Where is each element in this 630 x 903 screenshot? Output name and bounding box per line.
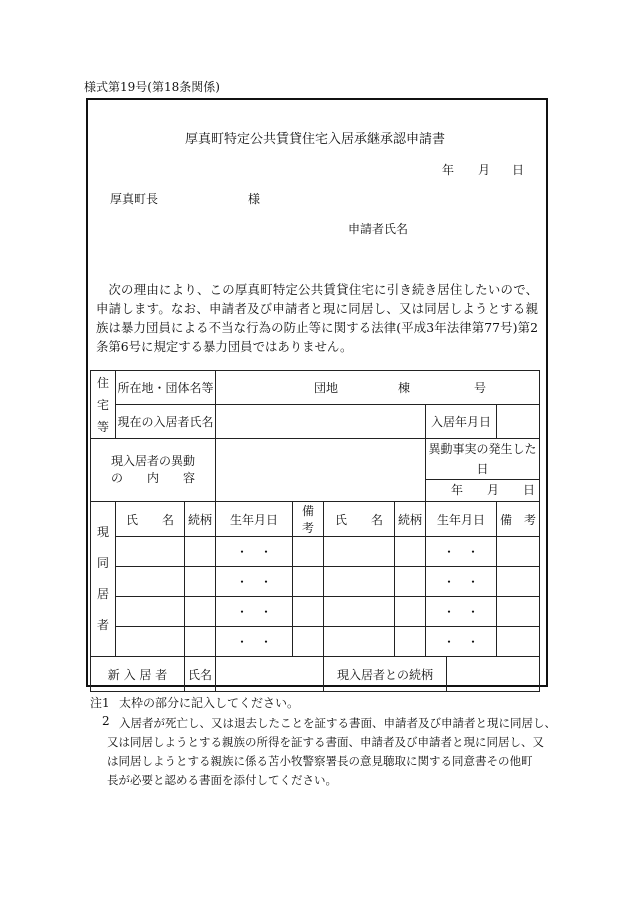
birth-field[interactable]: ・ ・ xyxy=(426,537,497,567)
go-label: 号 xyxy=(474,381,487,395)
mune-label: 棟 xyxy=(398,381,411,395)
household-row xyxy=(91,627,540,657)
honorific: 様 xyxy=(248,192,261,206)
document-title: 厚真町特定公共賃貸住宅入居承継承認申請書 xyxy=(184,132,445,147)
household-row xyxy=(91,537,540,567)
remarks-field[interactable] xyxy=(293,627,324,657)
change-date-cell xyxy=(426,439,540,502)
change-details-label: 現入居者の異動 の 内 容 xyxy=(91,439,216,502)
col-name-right: 氏 名 xyxy=(324,502,395,537)
name-field[interactable] xyxy=(116,537,185,567)
declaration-text: 次の理由により、この厚真町特定公共賃貸住宅に引き続き居住したいので、申請します。なお、申請者及び申請者と現に同居し、又は同居しようとする親族は暴力団員による不当な行為の防止等に関する法律(平成3年法律第77号)第2条第6号に規定する暴力団員ではありません。 xyxy=(96,282,538,354)
note-1-text: 太枠の部分に記入してください。 xyxy=(119,696,300,710)
addressee: 厚真町長 xyxy=(110,192,159,206)
date-month-label: 月 xyxy=(478,163,491,177)
household-section-label: 現 同 居 者 xyxy=(91,502,116,657)
birth-field[interactable]: ・ ・ xyxy=(426,627,497,657)
col-remarks-left: 備 考 xyxy=(293,502,324,537)
household-row xyxy=(91,567,540,597)
relation-field[interactable] xyxy=(395,567,426,597)
name-field[interactable] xyxy=(116,567,185,597)
current-resident-field[interactable] xyxy=(216,405,426,439)
note-2-text: 入居者が死亡し、又は退去したことを証する書面、申請者及び申請者と現に同居し、 又は同居しようとする親族の所得を証する書面、申請者及び申請者と現に同居し、又 は同居しようとする親族に係る苫小牧警察署長の意見聴取に関する同意書その他町 長が必要と認める書面を添付してください。 xyxy=(107,716,556,787)
birth-field[interactable]: ・ ・ xyxy=(216,627,293,657)
date-day-label: 日 xyxy=(512,163,525,177)
new-resident-label: 新 入 居 者 xyxy=(91,657,185,692)
remarks-field[interactable] xyxy=(497,567,540,597)
change-details-field[interactable] xyxy=(216,439,426,502)
applicant-name-label: 申請者氏名 xyxy=(348,222,409,236)
name-field[interactable] xyxy=(324,537,395,567)
current-resident-label: 現在の入居者氏名 xyxy=(116,405,216,439)
relation-field[interactable] xyxy=(185,567,216,597)
birth-field[interactable]: ・ ・ xyxy=(426,567,497,597)
birth-field[interactable]: ・ ・ xyxy=(216,597,293,627)
location-field[interactable] xyxy=(216,371,540,405)
relation-field[interactable] xyxy=(395,597,426,627)
move-in-date-field[interactable] xyxy=(497,405,540,439)
change-date-label: 異動事実の発生した日 xyxy=(428,442,537,476)
note-1-number: 注1 xyxy=(90,696,110,710)
remarks-field[interactable] xyxy=(293,537,324,567)
relation-field[interactable] xyxy=(395,627,426,657)
relation-to-current-field[interactable] xyxy=(447,657,540,692)
relation-field[interactable] xyxy=(185,627,216,657)
new-resident-name-label: 氏名 xyxy=(185,657,216,692)
remarks-field[interactable] xyxy=(497,597,540,627)
relation-to-current-label: 現入居者との続柄 xyxy=(324,657,447,692)
name-field[interactable] xyxy=(324,567,395,597)
housing-section-label: 住 宅 等 xyxy=(91,371,116,439)
name-field[interactable] xyxy=(324,597,395,627)
danchi-label: 団地 xyxy=(314,381,339,395)
relation-field[interactable] xyxy=(185,537,216,567)
date-year-label: 年 xyxy=(442,163,455,177)
name-field[interactable] xyxy=(116,597,185,627)
col-birth-left: 生年月日 xyxy=(216,502,293,537)
note-2-number: 2 xyxy=(102,714,110,728)
relation-field[interactable] xyxy=(395,537,426,567)
location-label: 所在地・団体名等 xyxy=(116,371,216,405)
application-table xyxy=(90,370,540,692)
birth-field[interactable]: ・ ・ xyxy=(426,597,497,627)
remarks-field[interactable] xyxy=(293,597,324,627)
birth-field[interactable]: ・ ・ xyxy=(216,567,293,597)
new-resident-name-field[interactable] xyxy=(216,657,324,692)
remarks-field[interactable] xyxy=(293,567,324,597)
relation-field[interactable] xyxy=(185,597,216,627)
form-number-label: 様式第19号(第18条関係) xyxy=(84,80,220,94)
remarks-field[interactable] xyxy=(497,627,540,657)
col-name-left: 氏 名 xyxy=(116,502,185,537)
birth-field[interactable]: ・ ・ xyxy=(216,537,293,567)
move-in-date-label: 入居年月日 xyxy=(426,405,497,439)
name-field[interactable] xyxy=(116,627,185,657)
col-relation-left: 続柄 xyxy=(185,502,216,537)
col-remarks-right: 備 考 xyxy=(497,502,540,537)
col-relation-right: 続柄 xyxy=(395,502,426,537)
remarks-field[interactable] xyxy=(497,537,540,567)
household-row xyxy=(91,597,540,627)
name-field[interactable] xyxy=(324,627,395,657)
col-birth-right: 生年月日 xyxy=(426,502,497,537)
change-date-field[interactable]: 年 月 日 xyxy=(426,479,539,501)
